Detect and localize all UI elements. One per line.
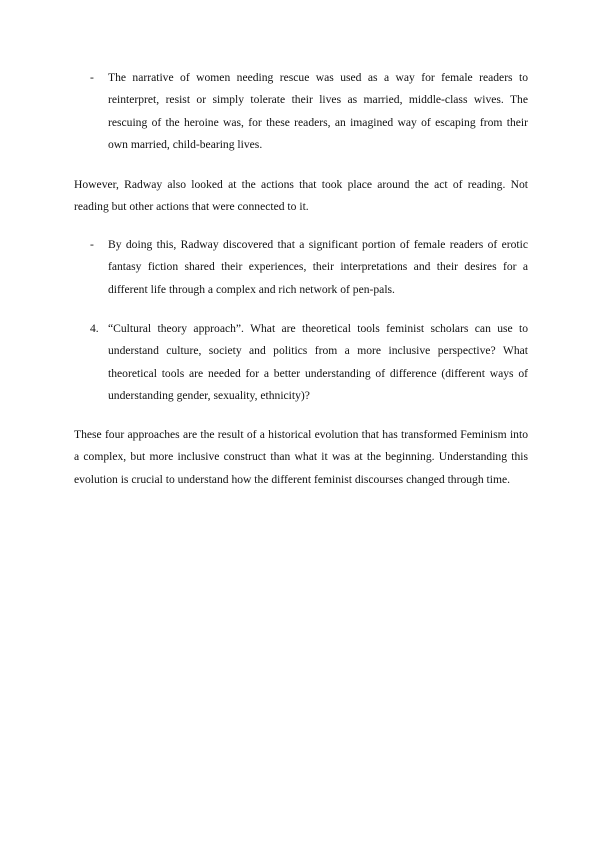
numbered-text: “Cultural theory approach”. What are theoretical tools feminist scholars can use to understand culture, society and politics from a more inclusive perspective? What theoretical tools are needed for a better understanding of difference (different ways of understanding gender, sexuality, ethnicity)? <box>108 322 528 402</box>
paragraph-four-approaches: These four approaches are the result of a historical evolution that has transformed Feminism into a complex, but more inclusive construct than what it was at the beginning. Understanding this evolution is crucial to understand how the different feminist discourses changed through time. <box>74 428 528 486</box>
list-number: 4. <box>90 322 99 335</box>
bullet-text: By doing this, Radway discovered that a significant portion of female readers of erotic fantasy fiction shared their experiences, their interpretations and their desires for a different life through a complex and rich network of pen-pals. <box>108 238 528 296</box>
bullet-text: The narrative of women needing rescue was used as a way for female readers to reinterpret, resist or simply tolerate their lives as married, middle-class wives. The rescuing of the heroine was, for these readers, an imagined way of escaping from their own married, child-bearing lives. <box>108 71 528 151</box>
bullet-item-pen-pals <box>90 234 528 301</box>
paragraph-radway-actions: However, Radway also looked at the actions that took place around the act of reading. Not reading but other actions that were connected to it. <box>74 178 528 214</box>
bullet-dash: - <box>90 238 94 251</box>
numbered-item-cultural-theory <box>90 318 528 407</box>
bullet-dash: - <box>90 71 94 84</box>
bullet-item-rescue-narrative <box>90 67 528 156</box>
